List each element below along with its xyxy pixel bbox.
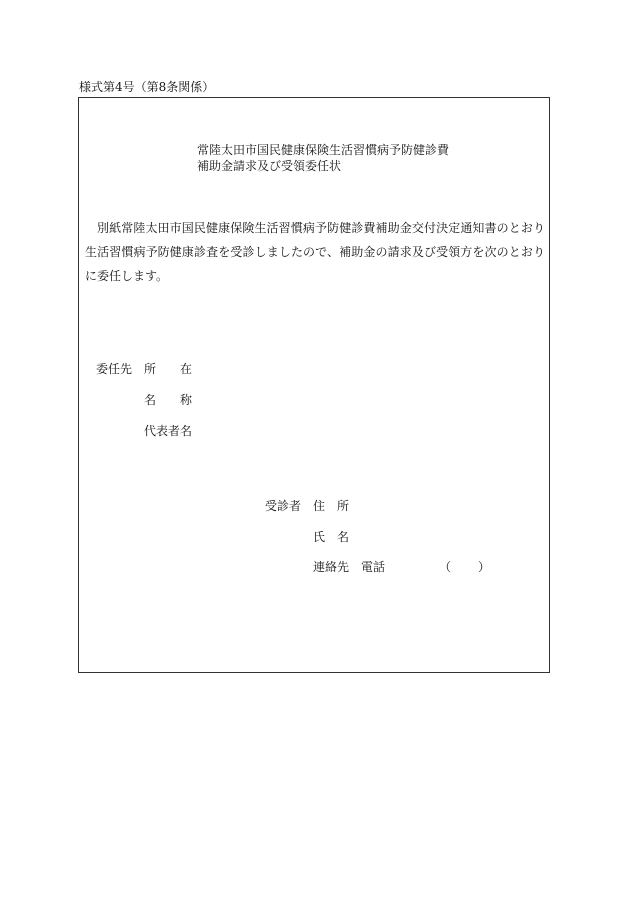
title-line-1: 常陸太田市国民健康保険生活習慣病予防健診費 [197, 143, 450, 157]
examinee-contact-label: 連絡先 [313, 560, 350, 574]
document-title [197, 142, 449, 174]
body-paragraph: 別紙常陸太田市国民健康保険生活習慣病予防健診費補助金交付決定通知書のとおり生活習慣病予防健康診査を受診しましたので、補助金の請求及び受領方を次のとおりに委任します。 [85, 221, 545, 283]
title-line-2: 補助金請求及び受領委任状 [197, 159, 342, 173]
delegate-representative-label: 代表者名 [144, 424, 193, 438]
delegate-name-label: 名称 [144, 393, 217, 407]
phone-paren-close: ） [478, 560, 491, 574]
examinee-heading: 受診者 [265, 499, 302, 513]
examinee-phone-label: 電話 [361, 560, 386, 574]
delegate-heading: 委任先 [96, 362, 133, 376]
examinee-address-label: 住所 [313, 499, 362, 513]
form-number: 様式第4号（第8条関係） [79, 80, 215, 94]
delegate-address-label: 所在 [144, 362, 217, 376]
form-frame [78, 97, 550, 673]
phone-paren-open: （ [439, 560, 452, 574]
examinee-name-label: 氏名 [313, 530, 362, 544]
